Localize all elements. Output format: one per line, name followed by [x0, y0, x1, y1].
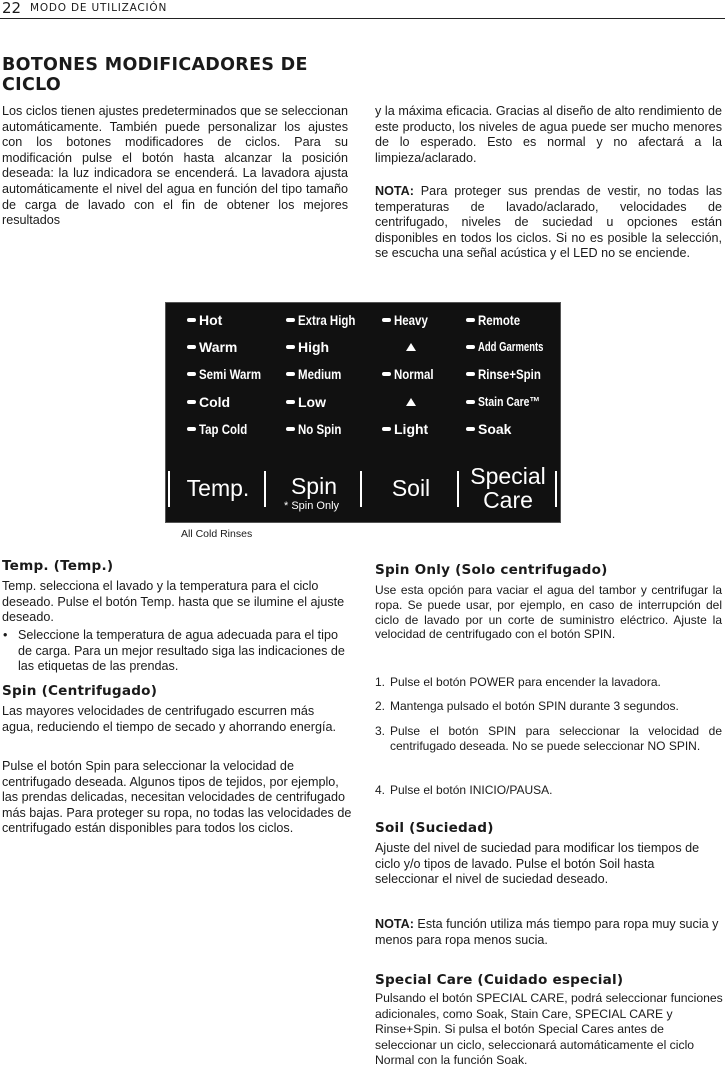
- arrow-up-icon: [406, 398, 416, 406]
- panel-option-spin: Extra High: [286, 311, 368, 329]
- panel-separator: [457, 471, 459, 507]
- panel-option-special: Soak: [466, 420, 511, 438]
- panel-option-soil: Heavy: [382, 311, 435, 329]
- note-label: NOTA:: [375, 917, 414, 931]
- led-indicator: [466, 372, 475, 376]
- spin-only-step: 2. Mantenga pulsado el botón SPIN durante 3 segundos.: [375, 699, 679, 713]
- special-care-heading: Special Care (Cuidado especial): [375, 972, 624, 988]
- special-care-button-line1: Special: [470, 463, 546, 489]
- note-text: Esta función utiliza más tiempo para ropa muy sucia y menos para ropa menos sucia.: [375, 917, 719, 947]
- led-indicator: [286, 318, 295, 322]
- control-panel-image: [165, 302, 561, 523]
- panel-caption: All Cold Rinses: [181, 528, 253, 540]
- led-indicator: [187, 427, 196, 431]
- spin-only-label: * Spin Only: [284, 500, 340, 512]
- intro-paragraph-right: y la máxima eficacia. Gracias al diseño de alto rendimiento de este producto, los niveles de agua puede ser mucho menores de lo esperado. Esto es normal y no afectará a la limpieza/aclarado.: [375, 104, 722, 165]
- soil-heading: Soil (Suciedad): [375, 820, 494, 836]
- panel-option-spin: No Spin: [286, 420, 351, 438]
- spin-heading: Spin (Centrifugado): [2, 683, 158, 699]
- soil-body: Ajuste del nivel de suciedad para modificar los tiempos de ciclo y/o tipos de lavado. Pulse el botón Soil hasta seleccionar el nivel de suciedad deseado.: [375, 841, 700, 887]
- panel-option-temp: Warm: [187, 338, 237, 356]
- intro-paragraph-left: Los ciclos tienen ajustes predeterminados que se seleccionan automáticamente. También puede personalizar los ajustes con los botones modificadores de ciclos. Para su modificación pulse el botón hasta alcanzar la posición deseada: la luz indicadora se encenderá. La lavadora ajusta automáticamente el nivel del agua en función del tipo tamaño de carga de lavado con el fin de obtener los mejores resultados: [2, 104, 348, 228]
- led-indicator: [466, 427, 475, 431]
- spin-button: Spin: [290, 473, 338, 499]
- led-indicator: [466, 318, 475, 322]
- led-indicator: [286, 427, 295, 431]
- led-indicator: [187, 400, 196, 404]
- panel-separator: [168, 471, 170, 507]
- spin-only-heading: Spin Only (Solo centrifugado): [375, 562, 608, 578]
- soil-button: Soil: [391, 475, 431, 501]
- spin-only-step: 3. Pulse el botón SPIN para seleccionar la velocidad de centrifugado deseada. No se puede seleccionar NO SPIN.: [375, 724, 722, 753]
- panel-separator: [360, 471, 362, 507]
- led-indicator: [382, 427, 391, 431]
- temp-body: Temp. selecciona el lavado y la temperatura para el ciclo deseado. Pulse el botón Temp. hasta que se ilumine el ajuste deseado.: [2, 579, 345, 625]
- led-indicator: [466, 400, 475, 404]
- led-indicator: [382, 318, 391, 322]
- led-indicator: [286, 372, 295, 376]
- temp-bullet: • Seleccione la temperatura de agua adecuada para el tipo de carga. Para un mejor resultado siga las indicaciones de las etiquetas de las prendas.: [3, 628, 345, 674]
- led-indicator: [286, 400, 295, 404]
- spin-paragraph-1: Las mayores velocidades de centrifugado escurren más agua, reduciendo el tiempo de secado y ahorrando energía.: [2, 704, 336, 734]
- bullet-icon: •: [3, 628, 8, 642]
- arrow-up-icon: [406, 343, 416, 351]
- note-label: NOTA:: [375, 184, 414, 198]
- panel-option-temp: Hot: [187, 311, 222, 329]
- panel-option-soil: Light: [382, 420, 428, 438]
- panel-option-special: Stain Care™: [466, 393, 555, 411]
- soil-note: [375, 917, 720, 948]
- panel-option-temp: Semi Warm: [187, 365, 275, 383]
- panel-option-special: Remote: [466, 311, 529, 329]
- led-indicator: [187, 318, 196, 322]
- panel-option-spin: High: [286, 338, 329, 356]
- panel-option-soil: Normal: [382, 365, 442, 383]
- spin-only-step: 4. Pulse el botón INICIO/PAUSA.: [375, 783, 553, 797]
- panel-option-temp: Tap Cold: [187, 420, 258, 438]
- panel-separator: [264, 471, 266, 507]
- panel-separator: [555, 471, 557, 507]
- panel-option-spin: Medium: [286, 365, 351, 383]
- panel-option-special: Rinse+Spin: [466, 365, 555, 383]
- temp-button: Temp.: [186, 475, 250, 501]
- led-indicator: [187, 372, 196, 376]
- page-number: 22: [2, 0, 22, 17]
- spin-only-body: Use esta opción para vaciar el agua del tambor y centrifugar la ropa. Se puede usar, por ejemplo, en caso de interrupción del ciclo de lavado por un corte de suministro eléctrico. Ajuste la velocidad de centrifugado con el botón SPIN.: [375, 583, 722, 642]
- intro-note: [375, 184, 722, 262]
- led-indicator: [187, 345, 196, 349]
- spin-paragraph-2: Pulse el botón Spin para seleccionar la velocidad de centrifugado deseada. Algunos tipos de tejidos, por ejemplo, las prendas delicadas, necesitan velocidades de centrifugado más bajas. Para proteger su ropa, no todas las velocidades de centrifugado están disponibles para todos los ciclos.: [2, 759, 352, 836]
- note-text: Para proteger sus prendas de vestir, no todas las temperaturas de lavado/aclarado, velocidades de centrifugado, niveles de suciedad u opciones están disponibles en todos los ciclos. Si no es posible la selección, se escucha una señal acústica y el LED no se enciende.: [375, 184, 722, 261]
- page-header: [0, 0, 725, 19]
- led-indicator: [466, 345, 475, 349]
- panel-option-temp: Cold: [187, 393, 230, 411]
- led-indicator: [382, 372, 391, 376]
- special-care-button-line2: Care: [483, 487, 533, 513]
- page-title: BOTONES MODIFICADORES DE CICLO: [2, 55, 308, 95]
- temp-heading: Temp. (Temp.): [2, 558, 114, 574]
- led-indicator: [286, 345, 295, 349]
- spin-only-step: 1. Pulse el botón POWER para encender la lavadora.: [375, 675, 661, 689]
- panel-option-special: Add Garments: [466, 338, 564, 356]
- section-label: MODO DE UTILIZACIÓN: [30, 2, 168, 14]
- panel-option-spin: Low: [286, 393, 326, 411]
- special-care-body: Pulsando el botón SPECIAL CARE, podrá seleccionar funciones adicionales, como Soak, Stain Care, SPECIAL CARE y Rinse+Spin. Si pulsa el botón Special Cares antes de seleccionar un ciclo, seleccionará automáticamente el ciclo Normal con la función Soak.: [375, 991, 723, 1068]
